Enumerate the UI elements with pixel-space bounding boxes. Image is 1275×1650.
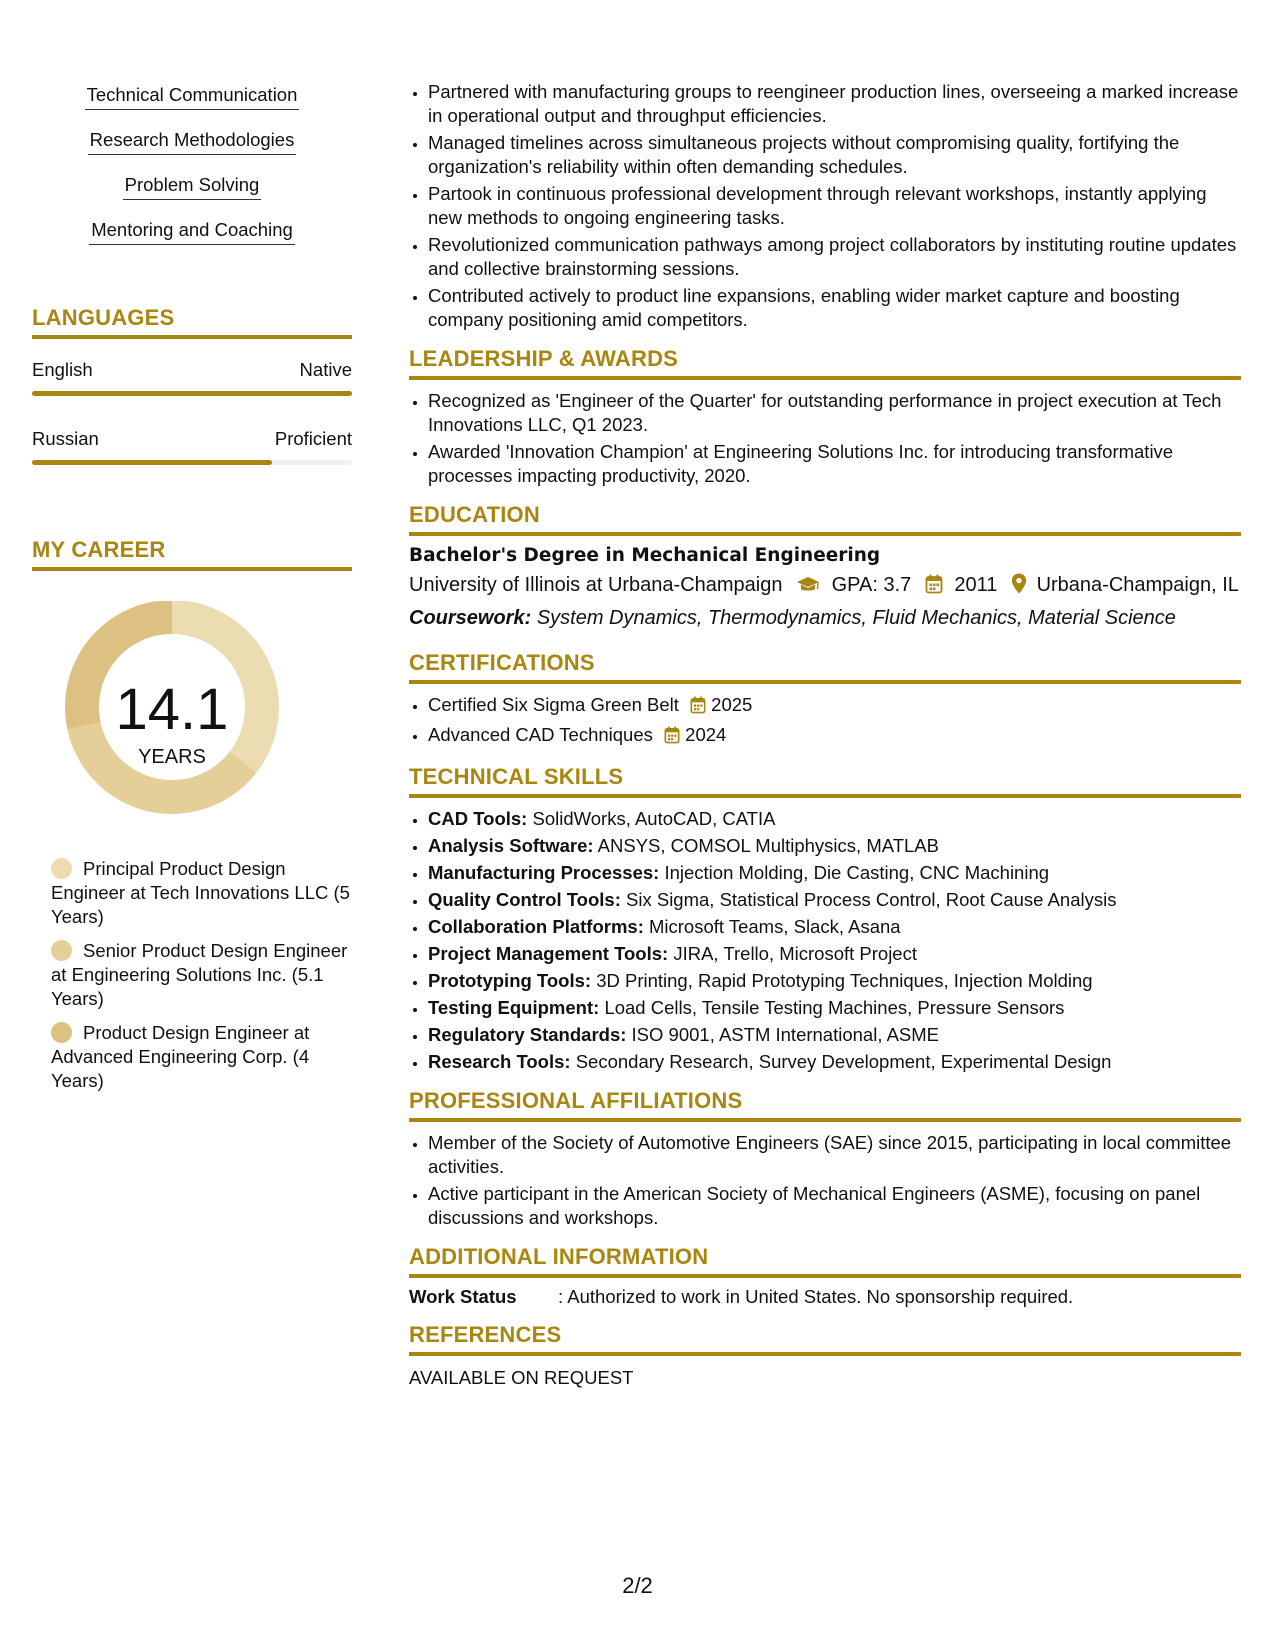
right-column	[409, 80, 1241, 1389]
technical-skill-item: • Regulatory Standards: ISO 9001, ASTM International, ASME	[428, 1023, 1241, 1047]
certification-year: 2024	[685, 724, 727, 745]
gpa: GPA: 3.7	[831, 574, 912, 596]
calendar-icon	[664, 726, 680, 750]
career-total-years: 14.1	[115, 677, 229, 742]
affiliations-title: PROFESSIONAL AFFILIATIONS	[409, 1088, 1241, 1122]
experience-bullet: • Partnered with manufacturing groups to reengineer production lines, overseeing a marked increase in operational output and throughput efficiencies.	[428, 80, 1241, 128]
language-level-fill	[32, 391, 352, 396]
left-column	[32, 84, 352, 1103]
affiliations-list	[409, 1131, 1241, 1230]
coursework	[409, 607, 1241, 630]
legend-dot	[51, 858, 72, 879]
certifications-title: CERTIFICATIONS	[409, 650, 1241, 684]
language-level-fill	[32, 460, 272, 465]
language-level-bar	[32, 460, 352, 465]
experience-bullet: • Managed timelines across simultaneous projects without compromising quality, fortifying the organization's reliability within often demanding schedules.	[428, 131, 1241, 179]
affiliation-item: • Active participant in the American Society of Mechanical Engineers (ASME), focusing on panel discussions and workshops.	[428, 1182, 1241, 1230]
affiliation-item: • Member of the Society of Automotive Engineers (SAE) since 2015, participating in local committee activities.	[428, 1131, 1241, 1179]
technical-skill-item: • Quality Control Tools: Six Sigma, Statistical Process Control, Root Cause Analysis	[428, 888, 1241, 912]
experience-bullet: • Revolutionized communication pathways among project collaborators by instituting routine updates and collective brainstorming sessions.	[428, 233, 1241, 281]
experience-bullet: • Partook in continuous professional development through relevant workshops, instantly applying new methods to ongoing engineering tasks.	[428, 182, 1241, 230]
legend-dot	[51, 940, 72, 961]
legend-dot	[51, 1022, 72, 1043]
calendar-icon	[690, 696, 706, 720]
education-details	[409, 573, 1241, 600]
skill-tag: Technical Communication	[32, 84, 352, 129]
career-donut-chart	[32, 601, 352, 833]
language-level-bar	[32, 391, 352, 396]
skill-tag: Mentoring and Coaching	[32, 219, 352, 264]
career-legend-item: Principal Product Design Engineer at Tech Innovations LLC (5 Years)	[51, 858, 350, 927]
career-legend-item: Product Design Engineer at Advanced Engineering Corp. (4 Years)	[51, 1022, 310, 1091]
career-legend-item: Senior Product Design Engineer at Engineering Solutions Inc. (5.1 Years)	[51, 940, 348, 1009]
technical-skill-item: • Project Management Tools: JIRA, Trello, Microsoft Project	[428, 942, 1241, 966]
leadership-list	[409, 389, 1241, 488]
certification-item: • Advanced CAD Techniques 2024	[428, 723, 1241, 750]
skills-list	[32, 84, 352, 264]
school-location: Urbana-Champaign, IL	[1036, 574, 1239, 596]
additional-info-title: ADDITIONAL INFORMATION	[409, 1244, 1241, 1278]
language-name: English	[32, 359, 93, 380]
languages-title: LANGUAGES	[32, 305, 352, 339]
language-level: Native	[299, 359, 352, 380]
experience-bullets	[409, 80, 1241, 332]
language-level: Proficient	[274, 428, 352, 449]
education-title: EDUCATION	[409, 502, 1241, 536]
language-item	[32, 359, 352, 396]
work-status-label: Work Status	[409, 1286, 517, 1307]
page-number: 2/2	[622, 1573, 653, 1598]
career-years-unit: YEARS	[138, 746, 206, 768]
technical-skill-item: • Research Tools: Secondary Research, Survey Development, Experimental Design	[428, 1050, 1241, 1074]
work-status-value: : Authorized to work in United States. No sponsorship required.	[558, 1286, 1074, 1307]
technical-skills-title: TECHNICAL SKILLS	[409, 764, 1241, 798]
graduation-year: 2011	[954, 574, 998, 596]
career-donut-svg	[32, 601, 352, 833]
graduation-cap-icon	[796, 576, 820, 600]
technical-skill-item: • Analysis Software: ANSYS, COMSOL Multiphysics, MATLAB	[428, 834, 1241, 858]
award-item: • Awarded 'Innovation Champion' at Engineering Solutions Inc. for introducing transformative processes impacting productivity, 2020.	[428, 440, 1241, 488]
calendar-icon	[925, 574, 943, 600]
technical-skills-list	[409, 807, 1241, 1074]
experience-bullet: • Contributed actively to product line expansions, enabling wider market capture and boosting company positioning amid competitors.	[428, 284, 1241, 332]
technical-skill-item: • CAD Tools: SolidWorks, AutoCAD, CATIA	[428, 807, 1241, 831]
career-title: MY CAREER	[32, 537, 352, 571]
coursework-list: System Dynamics, Thermodynamics, Fluid Mechanics, Material Science	[536, 607, 1176, 629]
leadership-title: LEADERSHIP & AWARDS	[409, 346, 1241, 380]
language-name: Russian	[32, 428, 99, 449]
career-legend	[32, 857, 352, 1093]
technical-skill-item: • Manufacturing Processes: Injection Molding, Die Casting, CNC Machining	[428, 861, 1241, 885]
award-item: • Recognized as 'Engineer of the Quarter' for outstanding performance in project execution at Tech Innovations LLC, Q1 2023.	[428, 389, 1241, 437]
technical-skill-item: • Collaboration Platforms: Microsoft Teams, Slack, Asana	[428, 915, 1241, 939]
references-title: REFERENCES	[409, 1322, 1241, 1356]
certification-year: 2025	[711, 694, 753, 715]
work-status	[409, 1286, 1241, 1308]
location-pin-icon	[1011, 573, 1027, 600]
coursework-label: Coursework:	[409, 607, 532, 629]
technical-skill-item: • Testing Equipment: Load Cells, Tensile Testing Machines, Pressure Sensors	[428, 996, 1241, 1020]
degree-name: Bachelor's Degree in Mechanical Engineering	[409, 545, 881, 566]
certifications-list	[409, 693, 1241, 750]
technical-skill-item: • Prototyping Tools: 3D Printing, Rapid Prototyping Techniques, Injection Molding	[428, 969, 1241, 993]
references-text: AVAILABLE ON REQUEST	[409, 1367, 634, 1388]
skill-tag: Problem Solving	[32, 174, 352, 219]
school-name: University of Illinois at Urbana-Champaign	[409, 574, 783, 596]
language-item	[32, 428, 352, 465]
skill-tag: Research Methodologies	[32, 129, 352, 174]
certification-item: • Certified Six Sigma Green Belt 2025	[428, 693, 1241, 720]
